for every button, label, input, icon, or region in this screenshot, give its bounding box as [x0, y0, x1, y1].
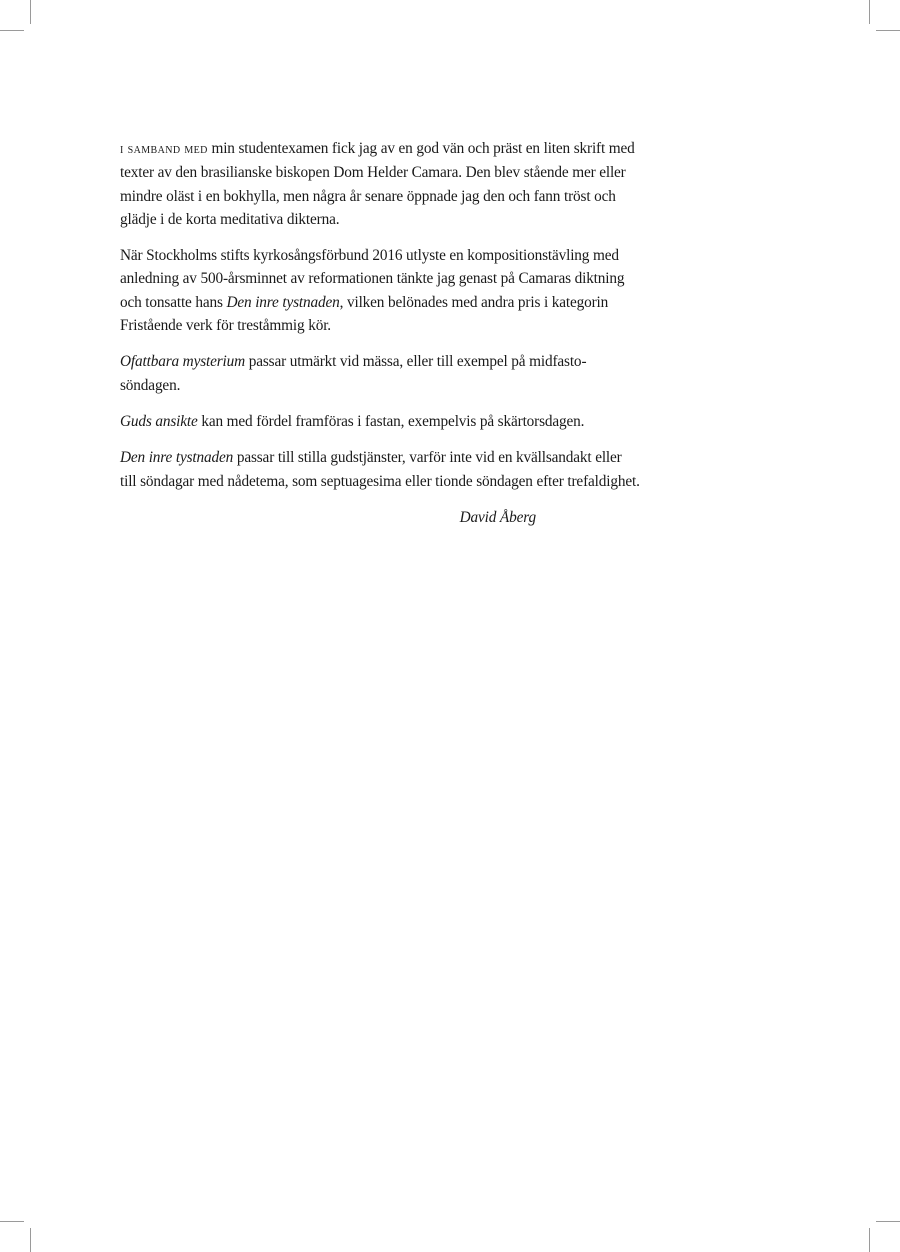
work-title: Den inre tystnaden — [120, 449, 234, 467]
paragraph-4-text: kan med fördel framföras i fastan, exempelvis på skärtorsdagen. — [197, 412, 585, 430]
paragraph-2-after: , vilken belönades med andra pris i kategorin Fristående verk för treståmmig kör. — [120, 293, 609, 335]
paragraph-1-text: min studentexamen fick jag av en god vän och präst en liten skrift med texter av den brasilianske biskopen Dom Helder Camara. Den blev stående mer eller mindre oläst i en bokhylla, men några år senare öppnade jag den och fann tröst och glädje i de korta meditativa dikterna. — [120, 140, 635, 228]
author-signature: David Åberg — [459, 508, 536, 526]
paragraph-2-before: När Stockholms stifts kyrkosångsförbund 2016 utlyste en kompositionstävling med anledning av 500-årsminnet av reformationen tänkte jag genast på Camaras diktning och tonsatte hans — [120, 247, 625, 311]
crop-mark-top-left — [30, 0, 31, 24]
crop-mark-bottom-right-h — [876, 1221, 900, 1222]
crop-mark-top-right — [869, 0, 870, 24]
paragraph-5 — [120, 446, 640, 493]
paragraph-4 — [120, 410, 640, 433]
foreword-text — [120, 137, 640, 542]
paragraph-3-text: passar utmärkt vid mässa, eller till exempel på midfastosöndagen. — [120, 353, 587, 394]
crop-mark-bottom-right — [869, 1228, 870, 1252]
crop-mark-top-right-h — [876, 30, 900, 31]
lead-in-smallcaps: i samband med — [120, 142, 208, 157]
work-title: Den inre tystnaden — [226, 293, 340, 311]
paragraph-3 — [120, 350, 640, 397]
work-title: Guds ansikte — [120, 412, 198, 430]
paragraph-5-text: passar till stilla gudstjänster, varför inte vid en kvällsandakt eller till söndagar med nådetema, som septuagesima eller tionde söndagen efter trefaldighet. — [120, 449, 640, 490]
work-title: Ofattbara mysterium — [120, 353, 246, 371]
paragraph-2 — [120, 244, 640, 337]
crop-mark-top-left-h — [0, 30, 24, 31]
crop-mark-bottom-left-h — [0, 1221, 24, 1222]
paragraph-1 — [120, 137, 640, 231]
crop-mark-bottom-left — [30, 1228, 31, 1252]
